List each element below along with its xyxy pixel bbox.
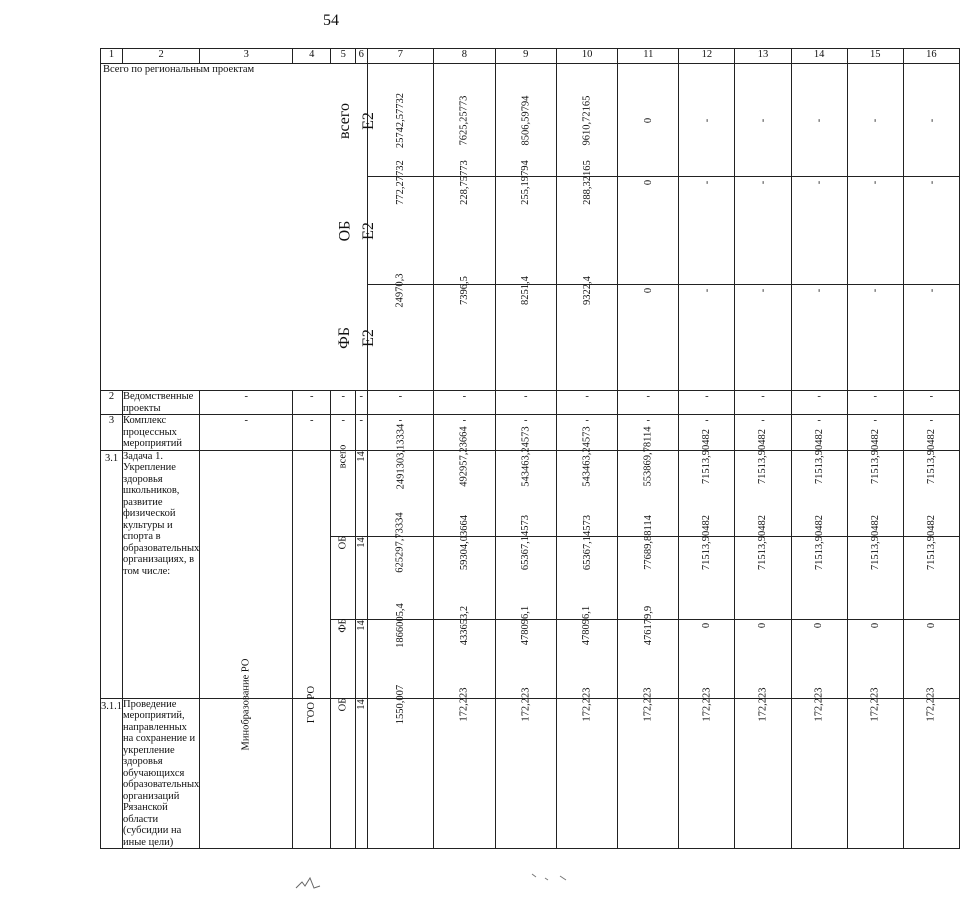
value-cell: 172,223: [791, 698, 847, 849]
value-cell: 543463,24573: [495, 450, 556, 536]
value-cell: -: [847, 177, 903, 285]
value-cell: 8251,4: [495, 285, 556, 391]
value-cell: 478096,1: [556, 619, 617, 698]
value-cell: 71513,90482: [679, 536, 735, 619]
dash-cell: -: [903, 391, 959, 415]
dash-cell: -: [434, 391, 495, 415]
value-cell: 0: [903, 619, 959, 698]
value-cell: 25742,57732: [367, 64, 434, 177]
value-cell: 71513,90482: [735, 450, 791, 536]
regional-title-cell: [101, 64, 368, 391]
value-cell: 2491303,13334: [367, 450, 434, 536]
header-cell: 1: [101, 49, 123, 64]
header-cell: 13: [735, 49, 791, 64]
code-label: Е2: [360, 222, 377, 240]
value-cell: 772,27732: [367, 177, 434, 285]
dash-cell: -: [679, 415, 735, 451]
header-cell: 14: [791, 49, 847, 64]
value-cell: 0: [618, 177, 679, 285]
header-cell: 4: [293, 49, 331, 64]
regional-source-labels: [333, 64, 381, 391]
code-cell: 14: [356, 698, 368, 849]
value-cell: 433653,2: [434, 619, 495, 698]
source-label: ФБ: [335, 327, 353, 349]
value-cell: 172,223: [495, 698, 556, 849]
value-cell: 24970,3: [367, 285, 434, 391]
header-cell: 16: [903, 49, 959, 64]
value-cell: 71513,90482: [847, 450, 903, 536]
dash-cell: -: [735, 391, 791, 415]
header-cell: 9: [495, 49, 556, 64]
dash-cell: -: [618, 415, 679, 451]
value-cell: 0: [847, 619, 903, 698]
scan-marks: [0, 860, 640, 905]
value-cell: -: [791, 285, 847, 391]
code-cell: 14: [356, 536, 368, 619]
dash-cell: -: [356, 391, 368, 415]
row-number: 2: [101, 391, 123, 415]
code-cell: 14: [356, 619, 368, 698]
value-cell: 71513,90482: [903, 450, 959, 536]
dash-cell: -: [495, 391, 556, 415]
value-cell: -: [847, 64, 903, 177]
header-cell: 8: [434, 49, 495, 64]
value-cell: 9610,72165: [556, 64, 617, 177]
source-label-cell: ОБ: [331, 536, 356, 619]
value-cell: 172,223: [434, 698, 495, 849]
value-cell: 172,223: [903, 698, 959, 849]
row-title: Комплекс процессных мероприятий: [123, 415, 200, 451]
value-cell: -: [791, 177, 847, 285]
value-cell: 172,223: [556, 698, 617, 849]
dash-cell: -: [367, 415, 434, 451]
header-cell: 3: [200, 49, 293, 64]
row-title: Ведомственные проекты: [123, 391, 200, 415]
dash-cell: -: [556, 391, 617, 415]
value-cell: 1866005,4: [367, 619, 434, 698]
empty-cell: [293, 450, 331, 698]
value-cell: 288,32165: [556, 177, 617, 285]
value-cell: 478096,1: [495, 619, 556, 698]
row-number: 3: [101, 415, 123, 451]
header-cell: 12: [679, 49, 735, 64]
header-cell: 2: [123, 49, 200, 64]
value-cell: 8506,59794: [495, 64, 556, 177]
dash-cell: -: [903, 415, 959, 451]
participant-cell: ГОО РО: [293, 698, 331, 849]
value-cell: 476179,9: [618, 619, 679, 698]
value-cell: -: [679, 177, 735, 285]
value-cell: 9322,4: [556, 285, 617, 391]
value-cell: 65367,14573: [556, 536, 617, 619]
value-cell: 543463,24573: [556, 450, 617, 536]
dash-cell: -: [679, 391, 735, 415]
code-label: Е2: [360, 329, 377, 347]
dash-cell: -: [434, 415, 495, 451]
dash-cell: -: [847, 415, 903, 451]
value-cell: 71513,90482: [679, 450, 735, 536]
source-label-cell: ФБ: [331, 619, 356, 698]
header-cell: 6: [356, 49, 368, 64]
value-cell: 77689,88114: [618, 536, 679, 619]
value-cell: 228,75773: [434, 177, 495, 285]
code-label: Е2: [360, 111, 377, 130]
dash-cell: -: [618, 391, 679, 415]
value-cell: 255,19794: [495, 177, 556, 285]
row-number: 3.1.1: [101, 698, 123, 849]
value-cell: 1550,007: [367, 698, 434, 849]
value-cell: 172,223: [679, 698, 735, 849]
value-cell: 172,223: [735, 698, 791, 849]
value-cell: 553869,78114: [618, 450, 679, 536]
value-cell: 65367,14573: [495, 536, 556, 619]
row-number: 3.1: [101, 450, 123, 698]
source-label: ОБ: [336, 220, 353, 242]
header-cell: 15: [847, 49, 903, 64]
value-cell: 71513,90482: [735, 536, 791, 619]
dash-cell: -: [200, 391, 293, 415]
value-cell: -: [903, 177, 959, 285]
departmental-projects-row: [101, 391, 960, 415]
dash-cell: -: [367, 391, 434, 415]
value-cell: 0: [618, 285, 679, 391]
dash-cell: -: [200, 415, 293, 451]
value-cell: 71513,90482: [847, 536, 903, 619]
value-cell: 71513,90482: [903, 536, 959, 619]
value-cell: 492957,23664: [434, 450, 495, 536]
value-cell: 71513,90482: [791, 450, 847, 536]
header-cell: 10: [556, 49, 617, 64]
value-cell: 625297,73334: [367, 536, 434, 619]
source-label: всего: [336, 102, 353, 139]
page-number: 54: [323, 12, 339, 29]
header-cell: 11: [618, 49, 679, 64]
header-row: [101, 49, 960, 64]
source-label-cell: всего: [331, 450, 356, 536]
dash-cell: -: [293, 415, 331, 451]
value-cell: 172,223: [618, 698, 679, 849]
dash-cell: -: [791, 391, 847, 415]
measure-311-row: [101, 698, 960, 849]
value-cell: -: [903, 64, 959, 177]
dash-cell: -: [735, 415, 791, 451]
dash-cell: -: [293, 391, 331, 415]
value-cell: -: [735, 64, 791, 177]
value-cell: -: [679, 285, 735, 391]
header-cell: 7: [367, 49, 434, 64]
value-cell: 172,223: [847, 698, 903, 849]
value-cell: -: [679, 64, 735, 177]
regional-title: Всего по региональным проектам: [103, 64, 255, 75]
value-cell: -: [791, 64, 847, 177]
dash-cell: -: [556, 415, 617, 451]
code-cell: 14: [356, 450, 368, 536]
dash-cell: -: [331, 391, 356, 415]
row-title: Задача 1. Укрепление здоровья школьников, развитие физической культуры и спорта в образовательных организациях, в том числе:: [123, 450, 200, 698]
value-cell: -: [903, 285, 959, 391]
dash-cell: -: [356, 415, 368, 451]
value-cell: 71513,90482: [791, 536, 847, 619]
dash-cell: -: [847, 391, 903, 415]
value-cell: -: [735, 285, 791, 391]
source-label-cell: ОБ: [331, 698, 356, 849]
dash-cell: -: [791, 415, 847, 451]
value-cell: 0: [679, 619, 735, 698]
value-cell: 0: [618, 64, 679, 177]
value-cell: 7625,25773: [434, 64, 495, 177]
value-cell: 0: [791, 619, 847, 698]
header-cell: 5: [331, 49, 356, 64]
value-cell: -: [735, 177, 791, 285]
value-cell: -: [847, 285, 903, 391]
dash-cell: -: [495, 415, 556, 451]
executor-cell: Минобразование РО: [200, 698, 293, 849]
budget-table: [100, 48, 960, 849]
value-cell: 0: [735, 619, 791, 698]
row-title: Проведение мероприятий, направленных на сохранение и укрепление здоровья обучающихся образовательных организаций Рязанской области (субсидии на иные цели): [123, 698, 200, 848]
value-cell: 59304,03664: [434, 536, 495, 619]
dash-cell: -: [331, 415, 356, 451]
value-cell: 7396,5: [434, 285, 495, 391]
